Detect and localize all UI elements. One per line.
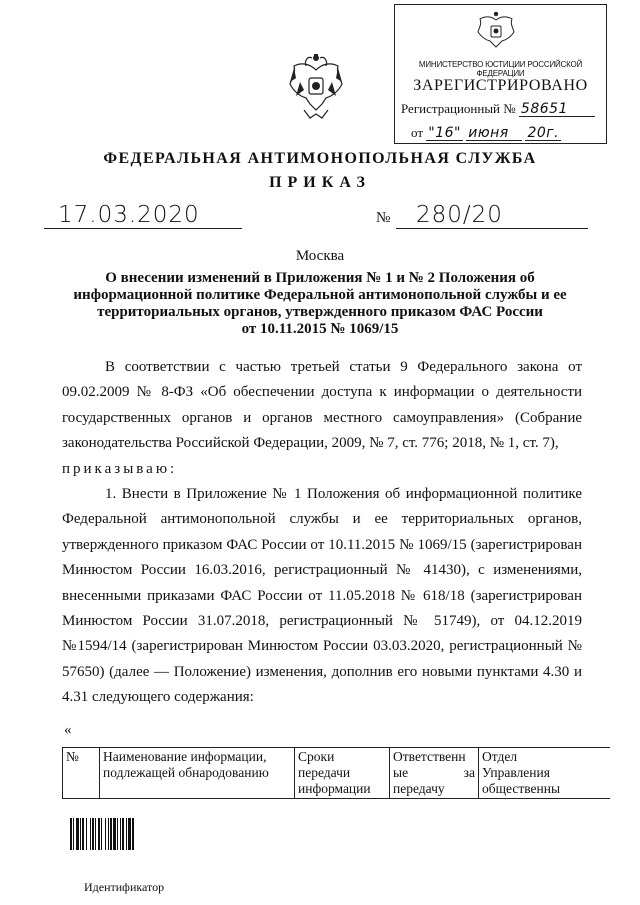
stamp-date-line	[411, 125, 561, 141]
stamp-reg-number: 58651	[519, 102, 595, 117]
stamp-date-year: 20г.	[527, 125, 560, 141]
col-responsible-line-1: Ответственн	[393, 749, 466, 764]
item-1-paragraph: 1. Внести в Приложение № 1 Положения об информационной политике Федеральной антимонопольной службы и ее территориальных органов, утвержденного приказом ФАС России от 10.11.2015 № 1069/15 (зарегистрирован Минюстом России 16.03.2016, регистрационный № 41430), с изменениями, внесенными приказами ФАС России от 11.05.2018 № 618/18 (зарегистрирован Минюстом России 31.07.2018, регистрационный № 51749), от 04.12.2019 №1594/14 (зарегистрирован Минюстом России 03.03.2020, регистрационный № 57650) (далее — Положение) изменения, дополнив его новыми пунктами 4.30 и 4.31 следующего содержания:	[62, 486, 582, 706]
title-line-3: территориальных органов, утвержденного приказом ФАС России	[97, 304, 543, 320]
city: Москва	[295, 248, 345, 264]
stamp-ministry: МИНИСТЕРСТВО ЮСТИЦИИ РОССИЙСКОЙ ФЕДЕРАЦИИ	[418, 60, 583, 78]
order-date-field	[44, 200, 242, 229]
stamp-emblem-icon	[474, 10, 518, 50]
document-type: ПРИКАЗ	[269, 174, 371, 191]
order-number: 280/20	[416, 202, 503, 228]
title-line-4: от 10.11.2015 № 1069/15	[241, 321, 399, 337]
document-title	[60, 270, 580, 338]
col-responsible-line-2	[393, 765, 475, 781]
title-line-2: информационной политике Федеральной антимонопольной службы и ее	[73, 287, 567, 303]
table-header-department	[479, 748, 611, 799]
col-deadline-line-1: Сроки	[298, 749, 335, 764]
col-deadline-line-3: информации	[298, 781, 371, 796]
col-department-line-1: Отдел	[482, 749, 518, 764]
stamp-reg-number-label: Регистрационный №	[401, 101, 516, 116]
order-number-label: №	[376, 210, 391, 226]
col-name-line-2: подлежащей обнародованию	[103, 765, 269, 780]
table-header-responsible	[390, 748, 479, 799]
col-department-line-2: Управления	[482, 765, 550, 780]
table-header-deadline	[295, 748, 390, 799]
table-header-row	[63, 748, 611, 799]
title-line-1: О внесении изменений в Приложения № 1 и № 2 Положения об	[105, 270, 535, 286]
amendment-table	[62, 747, 610, 799]
stamp-registered: ЗАРЕГИСТРИРОВАНО	[413, 77, 588, 94]
preamble-paragraph: В соответствии с частью третьей статьи 9 Федерального закона от 09.02.2009 № 8-ФЗ «Об обеспечении доступа к информации о деятельности государственных органов и органов местного самоуправления» (Собрание законодательства Российской Федерации, 2009, № 7, ст. 776; 2018, № 1, ст. 7),	[62, 359, 582, 452]
open-quote: «	[64, 722, 72, 738]
col-responsible-line-2a: ые	[393, 765, 409, 780]
order-word: приказываю:	[62, 460, 178, 477]
col-responsible-line-2b: за	[463, 765, 475, 780]
agency-name: ФЕДЕРАЛЬНАЯ АНТИМОНОПОЛЬНАЯ СЛУЖБА	[103, 150, 537, 167]
document-body	[62, 355, 582, 711]
table-header-no	[63, 748, 100, 799]
col-department-line-3: общественны	[482, 781, 561, 796]
stamp-date-prefix: от	[411, 125, 424, 140]
col-responsible-line-3: передачу	[393, 781, 445, 796]
order-date: 17.03.2020	[58, 202, 200, 228]
barcode-icon	[70, 818, 166, 850]
col-name-line-1: Наименование информации,	[103, 749, 267, 764]
stamp-reg-number-line	[401, 101, 595, 117]
identifier-label: Идентификатор	[84, 880, 165, 894]
table-header-name	[100, 748, 295, 799]
col-deadline-line-2: передачи	[298, 765, 351, 780]
order-number-field	[396, 200, 588, 229]
coat-of-arms-emblem	[284, 52, 348, 124]
stamp-date-day: "16"	[428, 125, 461, 141]
stamp-date-month: июня	[466, 126, 522, 141]
col-no-label: №	[66, 749, 79, 764]
registration-stamp	[394, 4, 607, 144]
